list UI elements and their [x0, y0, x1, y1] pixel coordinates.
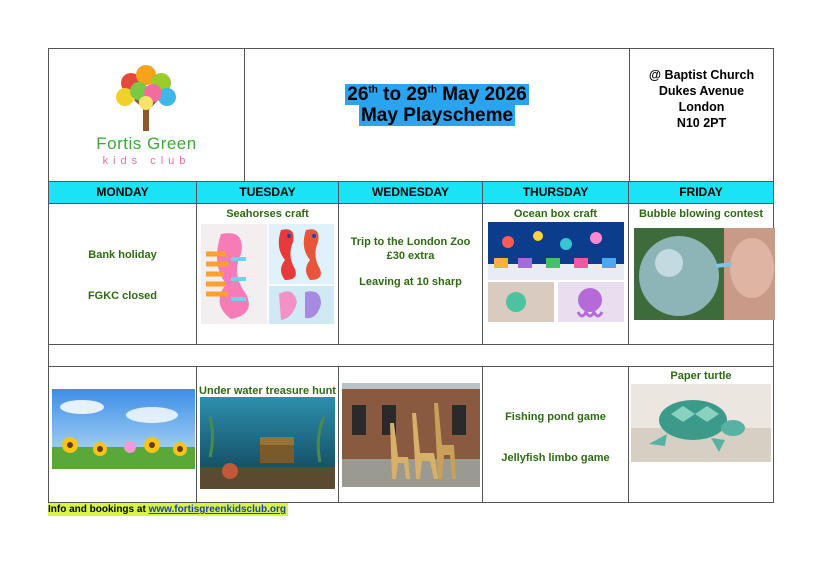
week2-thursday-cell [482, 366, 629, 503]
address-line: N10 2PT [676, 116, 727, 130]
page-subtitle: May Playscheme [360, 105, 514, 126]
day-header-friday: FRIDAY [628, 181, 774, 204]
treasure-hunt-photo [200, 397, 335, 489]
day-header-tuesday: TUESDAY [196, 181, 339, 204]
ocean-box-craft-photo [488, 222, 624, 322]
bubble-blowing-photo [634, 228, 775, 320]
day-header-thursday: THURSDAY [482, 181, 629, 204]
giraffe-zoo-photo [342, 383, 480, 487]
seahorse-craft-photo [201, 224, 334, 324]
activity-title: Bubble blowing contest [638, 208, 764, 220]
website-link[interactable]: www.fortisgreenkidsclub.org [148, 504, 286, 515]
activity-title: Paper turtle [670, 370, 732, 382]
activity-text: Jellyfish limbo game [501, 452, 610, 464]
activity-text: Bank holiday [88, 249, 157, 261]
activity-title: Under water treasure hunt [199, 385, 336, 397]
footer-text: Info and bookings at [48, 504, 149, 515]
week1-tuesday-cell [196, 203, 339, 345]
activity-text: FGKC closed [87, 290, 158, 302]
activity-text: £30 extra [386, 250, 435, 262]
logo-text-sub: kids club [102, 155, 191, 167]
tree-handprint-logo-icon [111, 65, 181, 133]
activity-text: Fishing pond game [505, 411, 606, 423]
activity-text: Leaving at 10 sharp [359, 276, 462, 288]
activity-text: Trip to the London Zoo [350, 236, 471, 248]
address-line: Dukes Avenue [658, 84, 745, 98]
address-cell [629, 48, 774, 182]
week2-wednesday-cell [338, 366, 483, 503]
activity-title: Seahorses craft [226, 208, 309, 220]
footer-info [48, 503, 288, 516]
address-line: @ Baptist Church [648, 68, 755, 82]
address-block [630, 67, 773, 131]
title-cell [244, 48, 630, 182]
week2-friday-cell [628, 366, 774, 503]
week2-monday-cell [48, 366, 197, 503]
address-line: London [678, 100, 725, 114]
day-header-wednesday: WEDNESDAY [338, 181, 483, 204]
day-header-monday: MONDAY [48, 181, 197, 204]
week1-wednesday-cell [338, 203, 483, 345]
page-title: 26th to 29th May 2026 [347, 84, 527, 106]
logo-text-main: Fortis Green [96, 134, 197, 153]
week2-tuesday-cell [196, 366, 339, 503]
week1-thursday-cell [482, 203, 629, 345]
logo-cell [48, 48, 245, 182]
week1-friday-cell [628, 203, 774, 345]
week1-monday-cell [48, 203, 197, 345]
sunflower-photo [52, 389, 195, 469]
paper-turtle-photo [631, 384, 771, 462]
activity-title: Ocean box craft [513, 208, 598, 220]
spacer-row [48, 344, 774, 367]
